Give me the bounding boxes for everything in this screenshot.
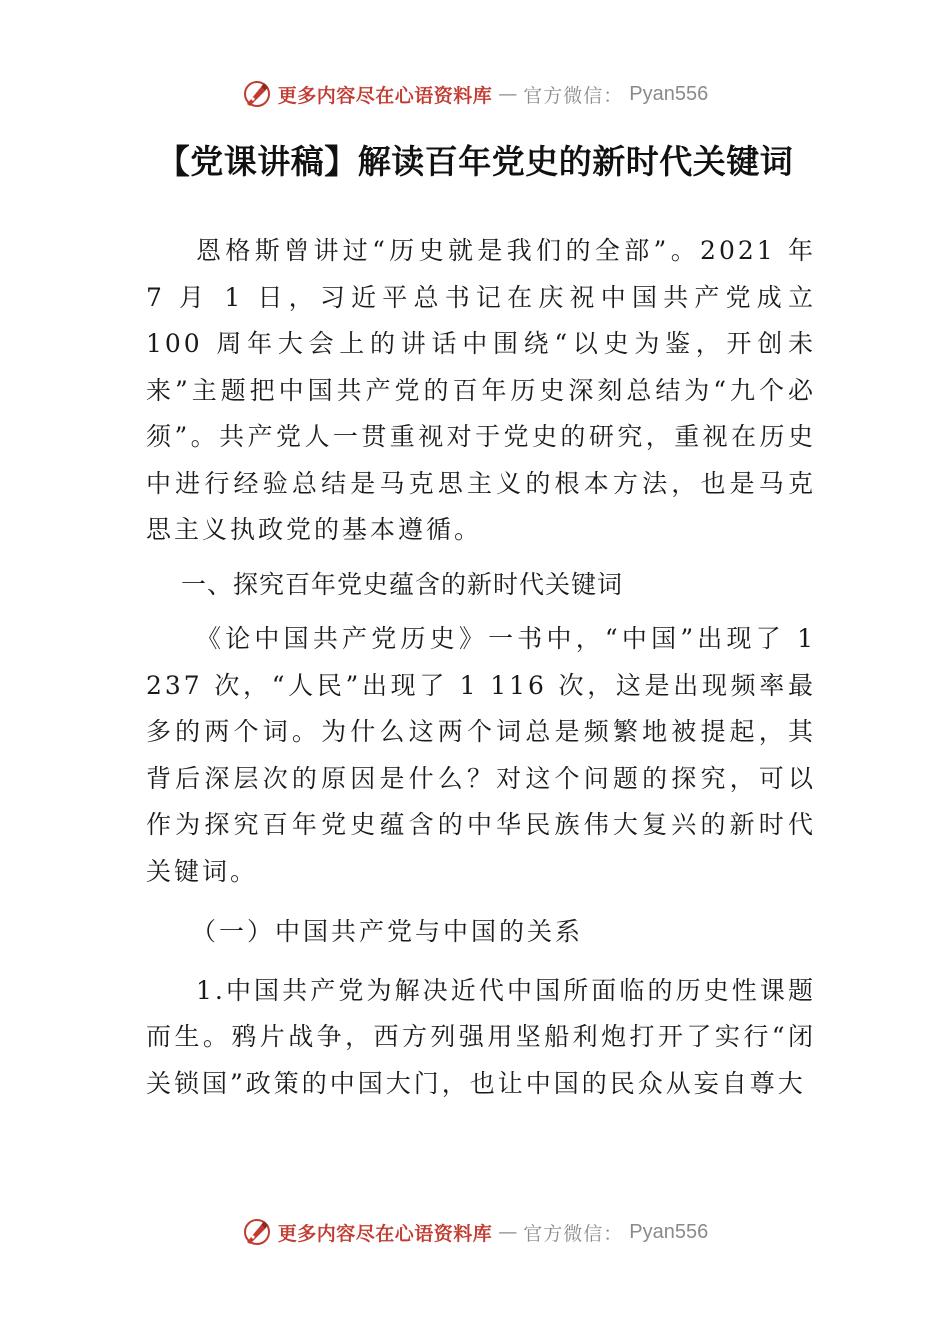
wechat-id: Pyan556 bbox=[629, 1220, 709, 1243]
footer-banner bbox=[0, 1212, 950, 1252]
document-title: 【党课讲稿】解读百年党史的新时代关键词 bbox=[156, 142, 794, 181]
section-heading-1: 一、探究百年党史蕴含的新时代关键词 bbox=[181, 569, 624, 599]
wechat-label: 官方微信： bbox=[523, 84, 624, 107]
banner-dash: — bbox=[498, 1221, 518, 1243]
document-body bbox=[146, 228, 816, 1107]
library-name: 更多内容尽在心语资料库 bbox=[277, 84, 493, 107]
pen-nib-logo-icon bbox=[242, 79, 272, 109]
wechat-label: 官方微信： bbox=[523, 1222, 624, 1245]
library-name: 更多内容尽在心语资料库 bbox=[277, 1222, 493, 1245]
wechat-id: Pyan556 bbox=[629, 82, 709, 105]
pen-nib-logo-icon bbox=[242, 1217, 272, 1247]
paragraph-point-1: 1.中国共产党为解决近代中国所面临的历史性课题而生。鸦片战争，西方列强用坚船利炮打开了实行“闭关锁国”政策的中国大门，也让中国的民众从妄自尊大 bbox=[146, 975, 816, 1098]
paragraph-intro: 恩格斯曾讲过“历史就是我们的全部”。2021 年 7 月 1 日，习近平总书记在庆祝中国共产党成立 100 周年大会上的讲话中围绕“以史为鉴，开创未来”主题把中国共产党的百年历史深刻总结为“九个必须”。共产党人一贯重视对于党史的研究，重视在历史中进行经验总结是马克思主义的根本方法，也是马克思主义执政党的基本遵循。 bbox=[146, 236, 816, 544]
header-banner bbox=[0, 74, 950, 114]
banner-dash: — bbox=[498, 83, 518, 105]
subsection-heading-1: （一）中国共产党与中国的关系 bbox=[191, 917, 584, 946]
paragraph-keywords: 《论中国共产党历史》一书中，“中国”出现了 1 237 次，“人民”出现了 1 116 次，这是出现频率最多的两个词。为什么这两个词总是频繁地被提起，其背后深层次的原因是什么？对这个问题的探究，可以作为探究百年党史蕴含的中华民族伟大复兴的新时代关键词。 bbox=[146, 624, 816, 886]
